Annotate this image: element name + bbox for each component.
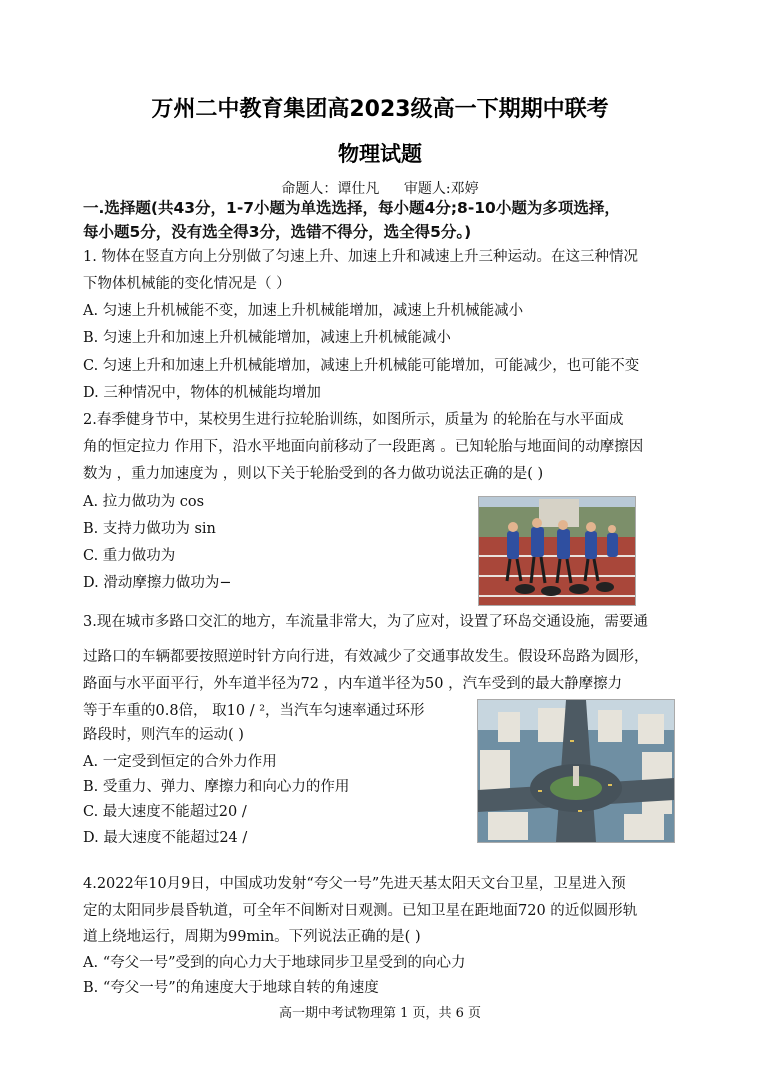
q2-stem-line1: 2.春季健身节中，某校男生进行拉轮胎训练，如图所示，质量为 的轮胎在与水平面成 [83,412,624,428]
q2-stem-line2: 角的恒定拉力 作用下，沿水平地面向前移动了一段距离 。已知轮胎与地面间的动摩擦因 [83,439,644,455]
exam-title: 万州二中教育集团高2023级高一下期期中联考 [151,97,609,122]
q3-stem-line1: 3.现在城市多路口交汇的地方，车流量非常大，为了应对，设置了环岛交通设施，需要通 [83,614,648,630]
tire-training-illustration [479,497,635,605]
tire-training-photo [478,496,636,606]
q1-stem-line2: 下物体机械能的变化情况是（ ） [83,276,291,292]
q4-option-a: A. “夸父一号”受到的向心力大于地球同步卫星受到的向心力 [83,955,466,971]
q3-stem-line4: 等于车重的0.8倍， 取10 / ²，当汽车匀速率通过环形 [83,703,425,719]
page-footer: 高一期中考试物理第 1 页，共 6 页 [278,1006,482,1021]
roundabout-illustration [478,700,674,842]
q1-option-b: B. 匀速上升和加速上升机械能增加，减速上升机械能减小 [83,330,451,346]
q1-option-a: A. 匀速上升机械能不变，加速上升机械能增加，减速上升机械能减小 [83,303,524,319]
q3-stem-line5: 路段时，则汽车的运动( ) [83,727,244,743]
q3-option-a: A. 一定受到恒定的合外力作用 [83,754,277,770]
authors-line [0,178,760,198]
q4-stem-line1: 4.2022年10月9日，中国成功发射“夸父一号”先进天基太阳天文台卫星，卫星进入预 [83,876,626,892]
section-heading-line1: 一.选择题(共43分，1-7小题为单选选择，每小题4分;8-10小题为多项选择， [83,199,620,217]
q4-stem-line2: 定的太阳同步晨昏轨道，可全年不间断对日观测。已知卫星在距地面720 的近似圆形轨 [83,903,638,919]
q1-option-c: C. 匀速上升和加速上升机械能增加，减速上升机械能可能增加，可能减少，也可能不变 [83,358,640,374]
q3-option-b: B. 受重力、弹力、摩擦力和向心力的作用 [83,779,350,795]
q1-stem-line1: 1. 物体在竖直方向上分别做了匀速上升、加速上升和减速上升三种运动。在这三种情况 [83,249,638,265]
q2-stem-line3: 数为 ，重力加速度为 ，则以下关于轮胎受到的各力做功说法正确的是( ) [83,466,544,482]
author-name: 命题人：谭仕凡 [281,181,380,197]
q4-option-b: B. “夸父一号”的角速度大于地球自转的角速度 [83,980,379,996]
q2-option-c: C. 重力做功为 [83,548,176,564]
q3-option-d: D. 最大速度不能超过24 / [83,830,248,846]
q1-option-d: D. 三种情况中，物体的机械能均增加 [83,385,321,401]
q4-stem-line3: 道上绕地运行，周期为99min。下列说法正确的是( ) [83,929,421,945]
q3-stem-line2: 过路口的车辆都要按照逆时针方向行进，有效减少了交通事故发生。假设环岛路为圆形， [83,649,649,665]
q2-option-a: A. 拉力做功为 cos [83,494,205,510]
section-heading-line2: 每小题5分，没有选全得3分，选错不得分，选全得5分。) [83,223,472,241]
q3-stem-line3: 路面与水平面平行，外车道半径为72 ，内车道半径为50 ，汽车受到的最大静摩擦力 [83,676,623,692]
roundabout-photo [477,699,675,843]
q3-option-c: C. 最大速度不能超过20 / [83,804,247,820]
q2-option-b: B. 支持力做功为 sin [83,521,216,537]
reviewer-name: 审题人:邓婷 [403,181,479,197]
exam-subtitle: 物理试题 [338,142,422,166]
q2-option-d: D. 滑动摩擦力做功为− [83,575,232,591]
